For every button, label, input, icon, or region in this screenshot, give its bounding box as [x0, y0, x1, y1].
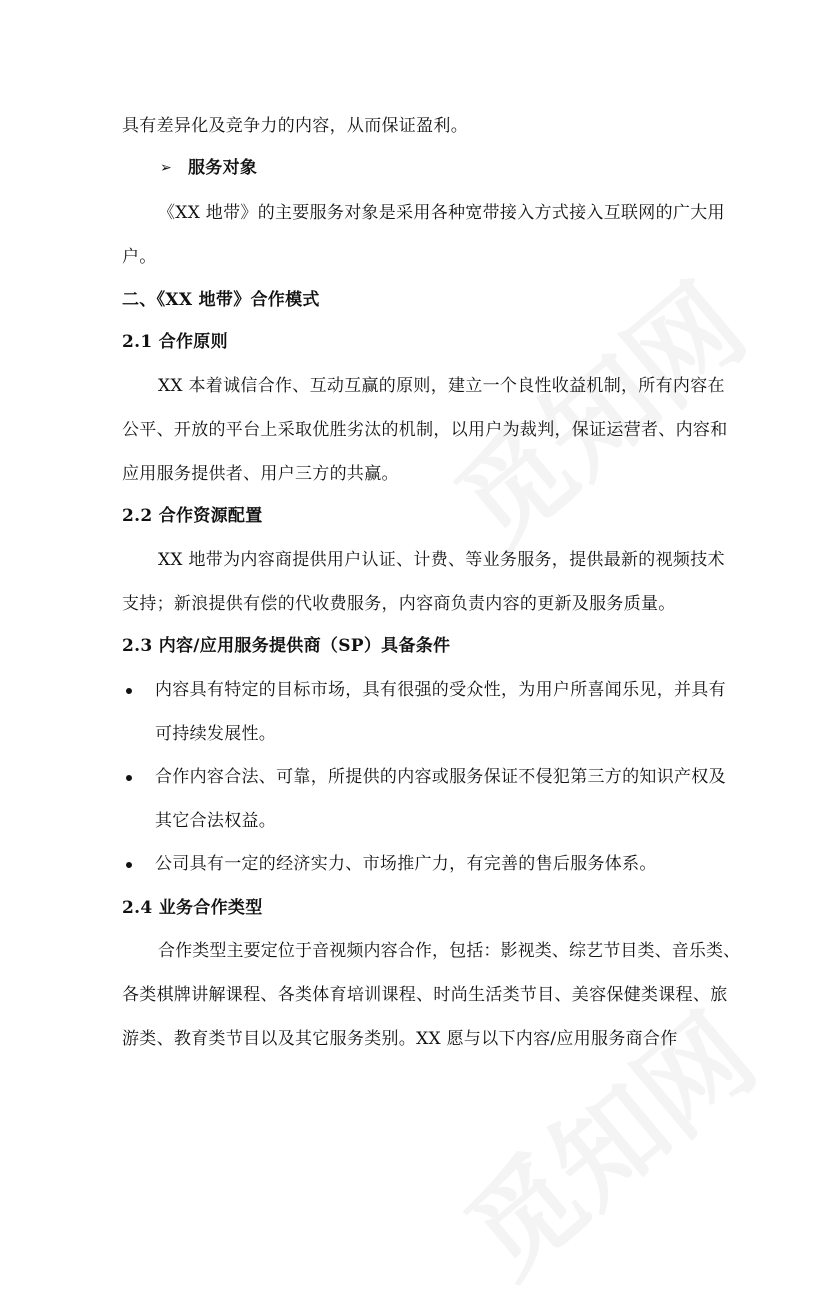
- bullet-dot-icon: [126, 775, 132, 781]
- paragraph-line: 户。: [122, 247, 157, 267]
- bullet-line: 其它合法权益。: [155, 811, 277, 831]
- bullet-line: 公司具有一定的经济实力、市场推广力，有完善的售后服务体系。: [155, 854, 657, 874]
- bullet-line: 合作内容合法、可靠，所提供的内容或服务保证不侵犯第三方的知识产权及: [155, 767, 726, 787]
- watermark-top: [418, 242, 772, 575]
- section-heading: 二、《XX 地带》合作模式: [122, 290, 320, 310]
- arrow-bullet-icon: ➢: [160, 160, 172, 176]
- subsection-heading: 2.4 业务合作类型: [122, 898, 263, 918]
- bullet-dot-icon: [126, 688, 132, 694]
- subsection-heading: 2.1 合作原则: [122, 332, 228, 352]
- paragraph-line: 应用服务提供者、用户三方的共赢。: [122, 464, 399, 484]
- bullet-line: 可持续发展性。: [155, 724, 277, 744]
- paragraph-line: 《XX 地带》的主要服务对象是采用各种宽带接入方式接入互联网的广大用: [158, 203, 725, 223]
- paragraph-line: 各类棋牌讲解课程、各类体育培训课程、时尚生活类节目、美容保健类课程、旅: [122, 985, 728, 1005]
- subsection-heading: 2.3 内容/应用服务提供商（SP）具备条件: [122, 636, 451, 656]
- subsection-heading: 2.2 合作资源配置: [122, 506, 263, 526]
- service-target-heading: 服务对象: [188, 158, 258, 178]
- watermark-bottom: [428, 972, 782, 1305]
- paragraph-line: 具有差异化及竞争力的内容，从而保证盈利。: [122, 116, 468, 136]
- paragraph-line: XX 地带为内容商提供用户认证、计费、等业务服务，提供最新的视频技术: [158, 550, 725, 570]
- paragraph-line: XX 本着诚信合作、互动互赢的原则，建立一个良性收益机制，所有内容在: [158, 376, 725, 396]
- bullet-dot-icon: [126, 862, 132, 868]
- paragraph-line: 合作类型主要定位于音视频内容合作，包括：影视类、综艺节目类、音乐类、: [158, 941, 741, 961]
- bullet-line: 内容具有特定的目标市场，具有很强的受众性，为用户所喜闻乐见，并具有: [155, 680, 726, 700]
- paragraph-line: 游类、教育类节目以及其它服务类别。XX 愿与以下内容/应用服务商合作: [122, 1029, 678, 1049]
- paragraph-line: 公平、开放的平台上采取优胜劣汰的机制，以用户为裁判，保证运营者、内容和: [122, 420, 728, 440]
- paragraph-line: 支持；新浪提供有偿的代收费服务，内容商负责内容的更新及服务质量。: [122, 594, 676, 614]
